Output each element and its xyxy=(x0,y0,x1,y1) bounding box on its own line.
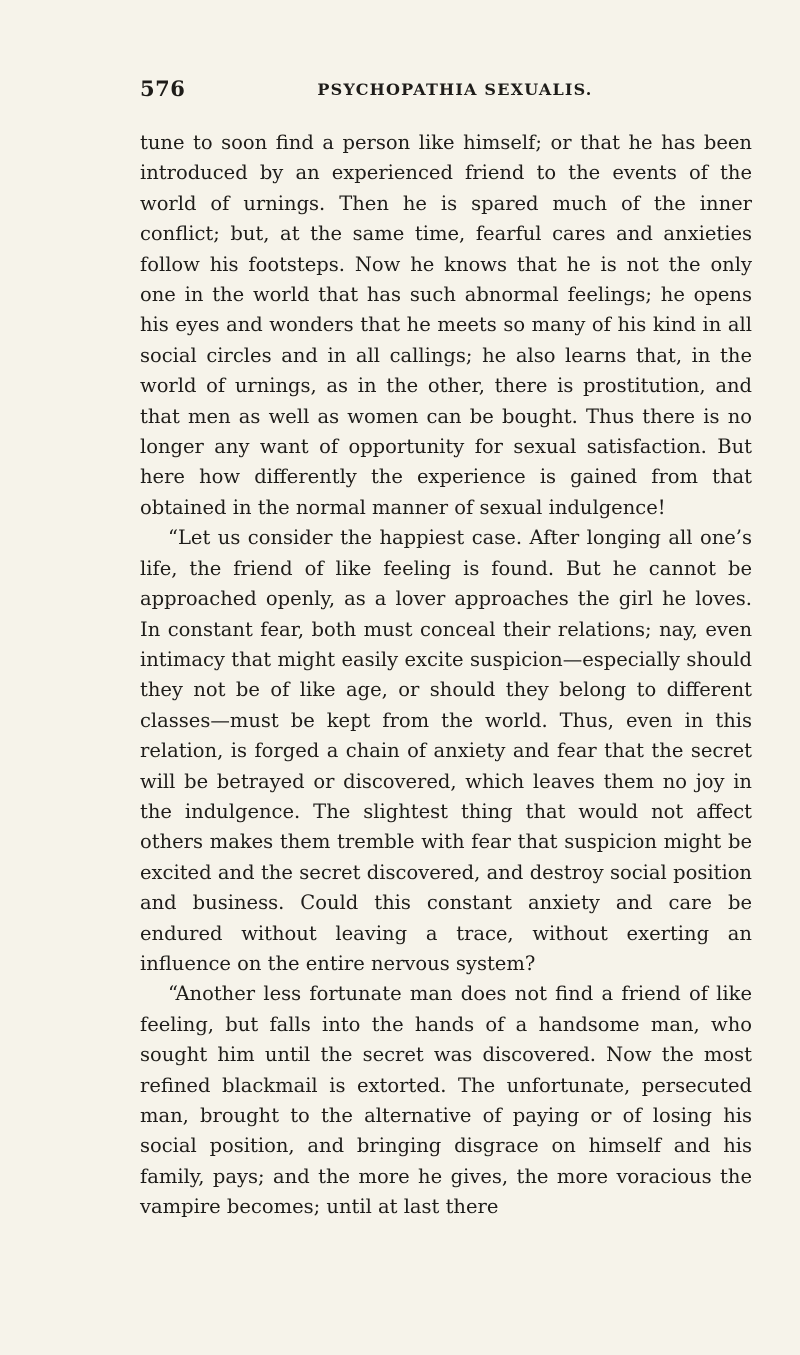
running-title: PSYCHOPATHIA SEXUALIS. xyxy=(317,80,593,99)
paragraph-happiest-case: “Let us consider the happiest case. After longing all one’s life, the friend of like feeling is found. But he cannot be approached openly, as a lover approaches the girl he loves. In constant fear, both must conceal their relations; nay, even intimacy that might easily excite suspicion—especially should they not be of like age, or should they belong to different classes—must be kept from the world. Thus, even in this relation, is forged a chain of anxiety and fear that the secret will be betrayed or discovered, which leaves them no joy in the indulgence. The slightest thing that would not affect others makes them tremble with fear that suspicion might be excited and the secret discovered, and destroy social position and business. Could this constant anxiety and care be endured without leaving a trace, without exerting an influence on the entire nervous system? xyxy=(140,526,752,975)
page-number: 576 xyxy=(140,76,186,101)
running-head xyxy=(140,70,740,110)
paragraph-less-fortunate: “Another less fortunate man does not find a friend of like feeling, but falls into the hands of a handsome man, who sought him until the secret was discovered. Now the most refined blackmail is extorted. The unfortunate, persecuted man, brought to the alternative of paying or of losing his social position, and bringing disgrace on himself and his family, pays; and the more he gives, the more voracious the vampire becomes; until at last there xyxy=(140,982,752,1219)
paragraph-continuation: tune to soon find a person like himself; or that he has been introduced by an experienced friend to the events of the world of urnings. Then he is spared much of the inner conflict; but, at the same time, fearful cares and anxieties follow his footsteps. Now he knows that he is not the only one in the world that has such abnormal feelings; he opens his eyes and wonders that he meets so many of his kind in all social circles and in all callings; he also learns that, in the world of urnings, as in the other, there is prostitution, and that men as well as women can be bought. Thus there is no longer any want of opportunity for sexual satisfaction. But here how differently the experience is gained from that obtained in the normal manner of sexual indulgence! xyxy=(140,131,752,519)
body-text xyxy=(140,128,752,1223)
